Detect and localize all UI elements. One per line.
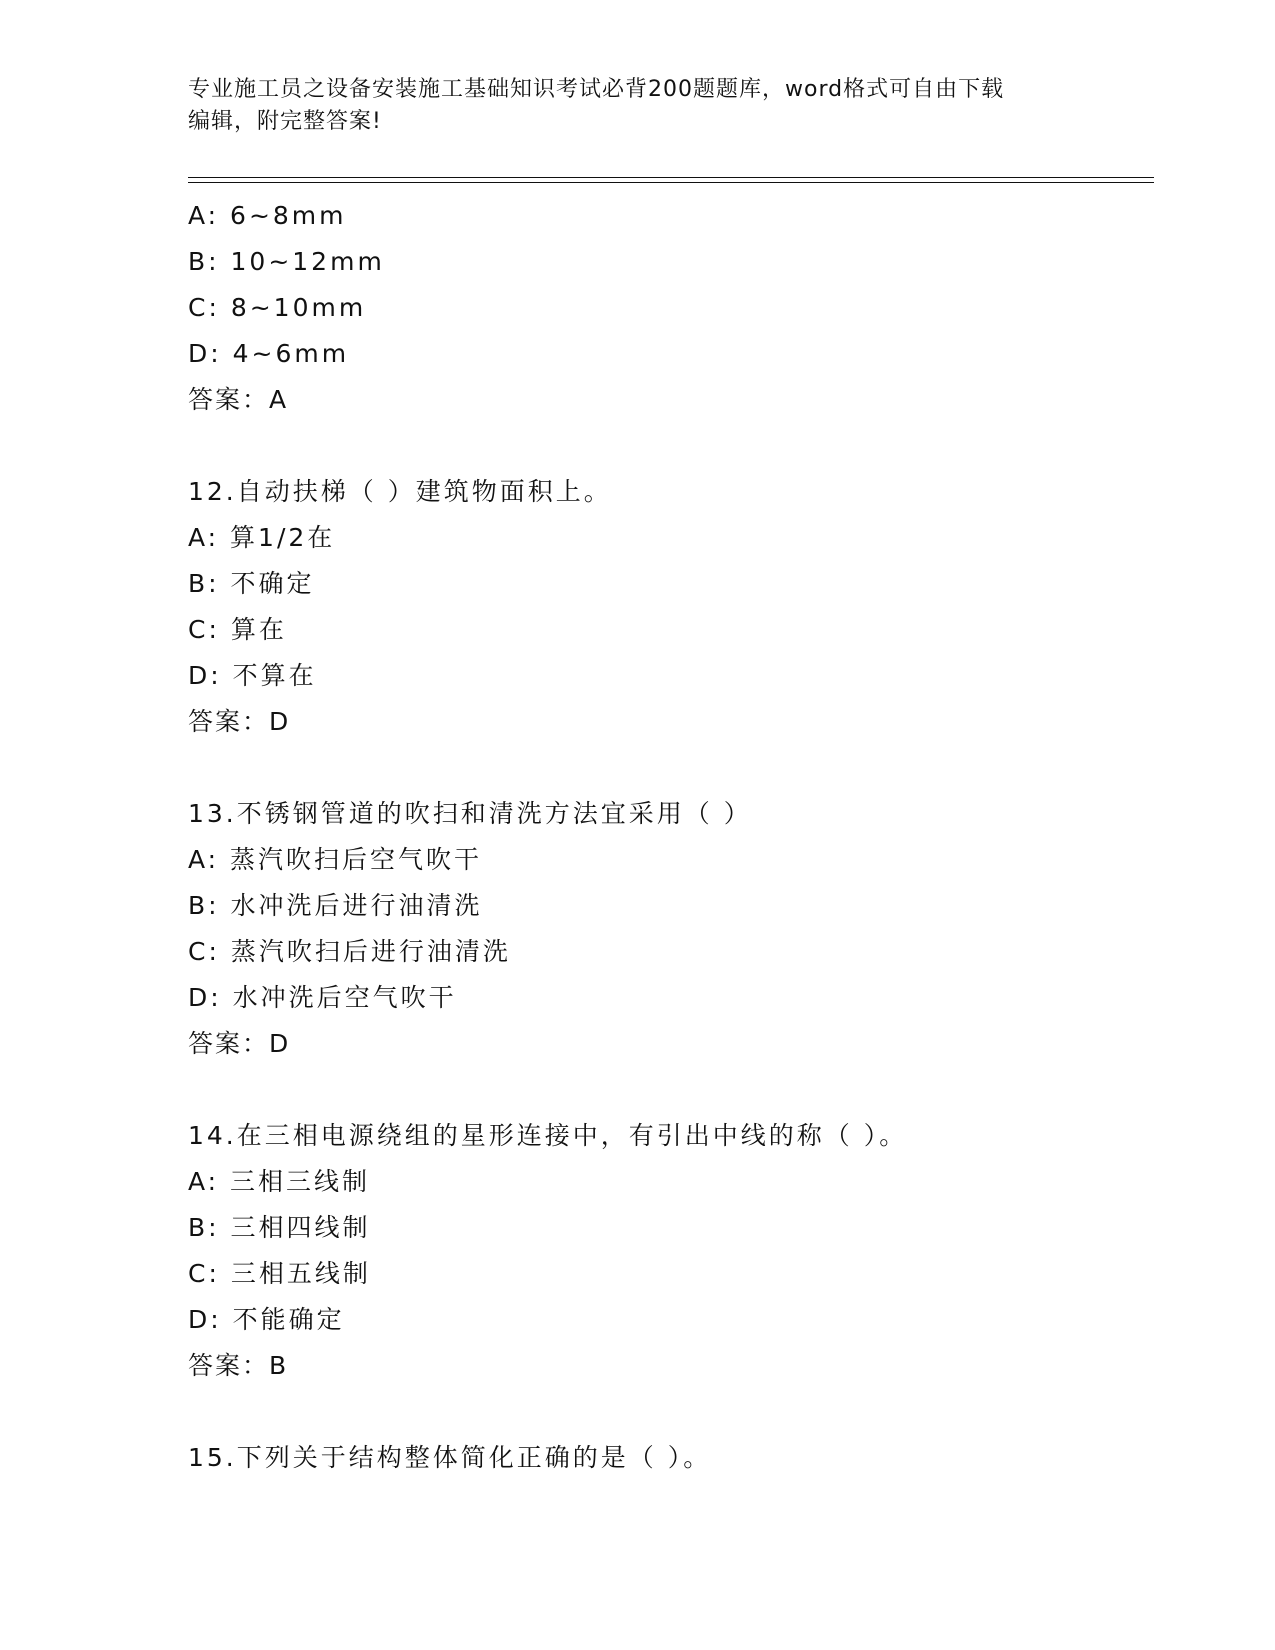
option-d: D: 不能确定	[188, 1305, 345, 1334]
answer-line: 答案：D	[188, 1029, 291, 1058]
header-line-2: 编辑，附完整答案!	[188, 109, 382, 134]
question-stem: 12.自动扶梯（ ）建筑物面积上。	[188, 477, 612, 506]
question-12	[188, 469, 1148, 745]
question-13	[188, 791, 1148, 1067]
option-c: C: 8~10mm	[188, 293, 367, 322]
option-b: B: 不确定	[188, 569, 315, 598]
spacer	[188, 1067, 1148, 1113]
question-stem: 13.不锈钢管道的吹扫和清洗方法宜采用（ ）	[188, 799, 752, 828]
answer-line: 答案：A	[188, 385, 289, 414]
spacer	[188, 1389, 1148, 1435]
spacer	[188, 423, 1148, 469]
question-list	[188, 193, 1148, 1481]
spacer	[188, 745, 1148, 791]
option-c: C: 三相五线制	[188, 1259, 371, 1288]
option-a: A: 算1/2在	[188, 523, 336, 552]
option-c: C: 算在	[188, 615, 287, 644]
option-c: C: 蒸汽吹扫后进行油清洗	[188, 937, 511, 966]
question-15	[188, 1435, 1148, 1481]
option-b: B: 水冲洗后进行油清洗	[188, 891, 483, 920]
header-divider-top	[188, 177, 1154, 178]
question-stem: 15.下列关于结构整体简化正确的是（ ）。	[188, 1443, 712, 1472]
answer-line: 答案：B	[188, 1351, 289, 1380]
option-d: D: 水冲洗后空气吹干	[188, 983, 457, 1012]
question-14	[188, 1113, 1148, 1389]
answer-line: 答案：D	[188, 707, 291, 736]
option-a: A: 三相三线制	[188, 1167, 371, 1196]
option-d: D: 4~6mm	[188, 339, 350, 368]
header-divider-bottom	[188, 182, 1154, 183]
question-stem: 14.在三相电源绕组的星形连接中，有引出中线的称（ ）。	[188, 1121, 908, 1150]
document-header	[188, 74, 1088, 138]
option-b: B: 三相四线制	[188, 1213, 371, 1242]
header-line-1: 专业施工员之设备安装施工基础知识考试必背200题题库，word格式可自由下载	[188, 77, 1005, 102]
option-a: A: 蒸汽吹扫后空气吹干	[188, 845, 483, 874]
option-d: D: 不算在	[188, 661, 317, 690]
option-b: B: 10~12mm	[188, 247, 385, 276]
question-11	[188, 193, 1148, 423]
option-a: A: 6~8mm	[188, 201, 347, 230]
